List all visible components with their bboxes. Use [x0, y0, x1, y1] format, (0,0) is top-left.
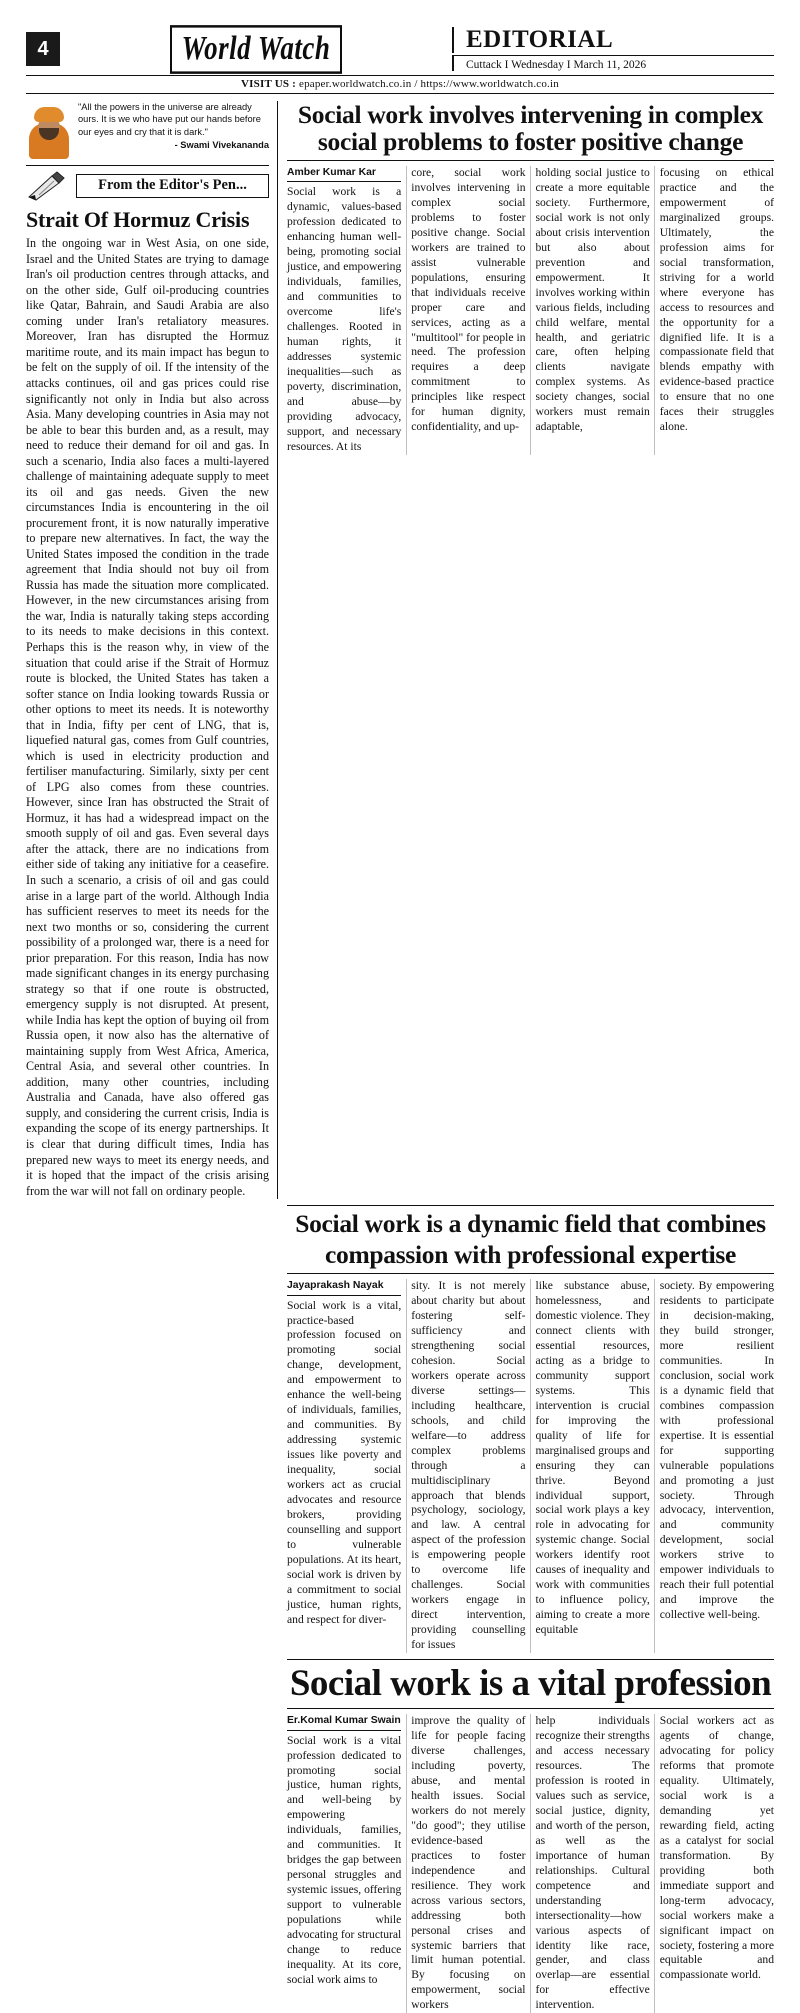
editorial-column — [26, 101, 278, 1199]
article-2-headline-line1: Social work is a dynamic field that combines — [295, 1209, 766, 1239]
article-3 — [287, 1659, 774, 2013]
article-2-headline-line2: compassion with professional expertise — [324, 1240, 736, 1270]
page-number: 4 — [26, 32, 60, 66]
article-1-body — [287, 166, 774, 455]
article-2-col-1: Jayaprakash Nayak Social work is a vital, practice-based profession focused on promoting social change, development, and empowerment to enhance the well-being of individuals, families, and communities. By addressing systemic issues like poverty and inequality, social workers act as crucial advocates and resource brokers, providing counselling and support to vulnerable populations. At its heart, social work is driven by a commitment to social justice, human rights, and respect for diver- — [287, 1280, 402, 1626]
masthead — [26, 26, 774, 72]
article-3-body — [287, 1714, 774, 2013]
divider — [287, 1205, 774, 1206]
visit-us-bar — [26, 75, 774, 94]
section-title: EDITORIAL — [452, 27, 774, 53]
article-1-byline: Amber Kumar Kar — [287, 166, 401, 182]
quote-text: "All the powers in the universe are already ours. It is we who have put our hands before our eyes and cry that it is dark." — [78, 102, 261, 137]
editorial-body: In the ongoing war in West Asia, on one side, Israel and the United States are trying to damage Iran's oil production centres through attacks, and on the other side, Gulf oil-producing countries like Qatar, Bahrain, and Saudi Arabia are also coming under Iran's retaliatory measures. Moreover, Iran has disrupted the Hormuz maritime route, and its main impact has begun to be felt on the supply of oil. If the intensity of the attacks continues, oil and gas prices could rise significantly not only in India but also across Asia. Many developing countries in Asia may not be able to bear this burden and, as a result, may need to reduce their demand for oil and gas. In such a scenario, India also faces a multi-layered challenge of maintaining adequate supply to meet its oil and gas needs. Given the new circumstances India is encountering in the oil procurement front, it is now naturally imperative to prepare new alternatives. In fact, the way the United States imposed the condition in the trade agreement that India should not buy oil from Russia has made the situation more complicated. However, in the new circumstances arising from the war, India is naturally taking steps according to its needs to make decisions in this context. Perhaps this is the reason why, in view of the situation that could arise if the Strait of Hormuz route is blocked, the United States has taken a softer stance on India looking towards Russia or other options to meet its needs. It is noteworthy that in India, fifty per cent of LNG, that is, liquefied natural gas, comes from Gulf countries, which is used in electricity production and fertiliser manufacturing. Similarly, sixty per cent of LPG also comes from these countries. However, since Iran has obstructed the Strait of Hormuz, it has had a widespread impact on the smooth supply of oil and gas. Even several days after the attack, there are no indications from either side of taking any initiative for a ceasefire. In such a scenario, a crisis of oil and gas could arise in a large part of the world. Although India has sufficient reserves to meet its needs for the next two months or so, considering the current possibility of a prolonged war, there is a need for prior preparation. For this reason, India has now made significant changes in its energy purchasing strategy so that if one route is obstructed, emergency supply is not disrupted. At present, while India has kept the option of buying oil from Russia open, it now also has the alternative of maintaining supply from West Africa, America, Central Asia, and several other countries. In addition, many other countries, including Australia and Canada, have also offered gas supply, and considering the current crisis, India is expanding the scope of its energy partnerships. It is clear that during difficult times, India has prepared new ways to meet its energy needs, and it is hoped that the impact of the crisis arising from the war will not fall on ordinary people. — [26, 236, 269, 1198]
quote-block — [26, 101, 269, 159]
article-1 — [278, 101, 774, 1199]
editors-pen-row — [26, 165, 269, 201]
masthead-right — [452, 26, 774, 72]
article-2-col-2: sity. It is not merely about charity but about fostering self-sufficiency and strengthening social cohesion. Social workers operate across diverse settings—including healthcare, schools, and child welfare—to address complex problems through a multidisciplinary approach that blends psychology, sociology, and law. A central aspect of the profession is empowering people to overcome life challenges. Social workers engage in direct intervention, providing counselling for issues — [411, 1279, 526, 1652]
article-1-headline-line2: social problems to foster positive change — [317, 127, 744, 157]
editorial-headline: Strait Of Hormuz Crisis — [26, 207, 250, 232]
article-1-col-4: focusing on ethical practice and the empowerment of marginalized groups. Ultimately, the profession aims for social transformation, striving for a world where everyone has access to resources and the opportunity for a dignified life. It is a compassionate field that blends empathy with evidence-based practice to ensure that no one faces their struggles alone. — [659, 166, 774, 434]
masthead-wordmark-area — [60, 26, 452, 72]
article-3-byline: Er.Komal Kumar Swain — [287, 1714, 401, 1730]
vivekananda-portrait-icon — [26, 101, 72, 159]
article-3-col-3: help individuals recognize their strengths and access necessary resources. The profession is rooted in values such as service, social justice, dignity, and worth of the person, as well as the importance of human relationships. Cultural competence and understanding intersectionality—how various aspects of identity like race, gender, and class overlap—are essential for effective intervention. — [535, 1714, 650, 2012]
dateline: Cuttack I Wednesday I March 11, 2026 — [452, 55, 774, 71]
visit-url[interactable]: epaper.worldwatch.co.in / https://www.worldwatch.co.in — [298, 78, 559, 90]
article-3-headline: Social work is a vital profession — [289, 1662, 772, 1704]
article-1-col-1: Amber Kumar Kar Social work is a dynamic, values-based profession dedicated to enhancing human well-being, promoting social justice, and empowering individuals, families, and communities to overcome life's challenges. Rooted in human rights, it addresses systemic inequalities—such as poverty, discrimination, and abuse—by providing advocacy, support, and necessary resources. At its — [287, 167, 402, 453]
article-2-byline: Jayaprakash Nayak — [287, 1279, 401, 1295]
divider — [287, 1708, 774, 1709]
editors-pen-label: From the Editor's Pen... — [76, 174, 269, 198]
article-2-col-4: society. By empowering residents to participate in decision-making, they build stronger, more resilient communities. In conclusion, social work is a dynamic field that combines compassion with professional expertise. It is essential for supporting vulnerable populations and promoting a just society. Through advocacy, intervention, and community development, social workers strive to empower individuals to reach their full potential and improve the collective well-being. — [659, 1279, 774, 1622]
visit-label: VISIT US : — [241, 78, 297, 90]
article-3-col-1: Er.Komal Kumar Swain Social work is a vital profession dedicated to promoting social justice, human rights, and well-being by empowering individuals, families, and communities. It bridges the gap between personal struggles and systemic issues, offering support to vulnerable populations while advocating for structural change to reduce inequality. At its core, social work aims to — [287, 1715, 402, 1986]
divider — [287, 160, 774, 161]
article-3-col-2: improve the quality of life for people facing diverse challenges, including poverty, abuse, and mental health issues. Social workers do not merely "do good"; they utilise evidence-based practices to foster independence and resilience. They work across various sectors, addressing both personal crises and systemic barriers that limit human potential. By focusing on empowerment, social workers — [411, 1714, 526, 2012]
article-1-col-3: holding social justice to create a more equitable society. Furthermore, social work is not only about crisis intervention but also about prevention and empowerment. It involves working within various fields, including child welfare, mental health, and geriatric care, often helping clients navigate complex systems. As society changes, social workers must remain adaptable, — [535, 166, 650, 434]
article-1-col-2: core, social work involves intervening in complex social problems to foster positive change. Social workers are trained to assist vulnerable populations, ensuring that individuals receive proper care and services, acting as a "multitool" for people in need. The profession requires a deep commitment to principles like respect for human dignity, confidentiality, and up- — [411, 166, 526, 434]
newspaper-wordmark: World Watch — [170, 25, 343, 74]
quote-attribution: - Swami Vivekananda — [174, 139, 269, 150]
fountain-pen-icon — [26, 171, 70, 201]
top-zone — [26, 101, 774, 1199]
divider — [287, 1659, 774, 1660]
article-2 — [287, 1205, 774, 1653]
divider — [287, 1273, 774, 1274]
article-3-col-4: Social workers act as agents of change, advocating for policy reforms that promote equality. Ultimately, social work is a demanding yet rewarding field, acting as a catalyst for social transformation. By providing both immediate support and long-term advocacy, social workers make a significant impact on society, fostering a more equitable and compassionate world. — [659, 1714, 774, 1982]
article-1-headline-line1: Social work involves intervening in complex — [297, 100, 764, 129]
article-2-body — [287, 1279, 774, 1653]
article-2-col-3: like substance abuse, homelessness, and domestic violence. They connect clients with essential resources, acting as a bridge to community support systems. This intervention is crucial for improving the quality of life for marginalised groups and ensuring they can thrive. Beyond individual support, social work plays a key role in advocating for systemic change. Social workers identify root causes of inequality and work with communities to influence policy, aiming to create a more equitable — [535, 1279, 650, 1637]
